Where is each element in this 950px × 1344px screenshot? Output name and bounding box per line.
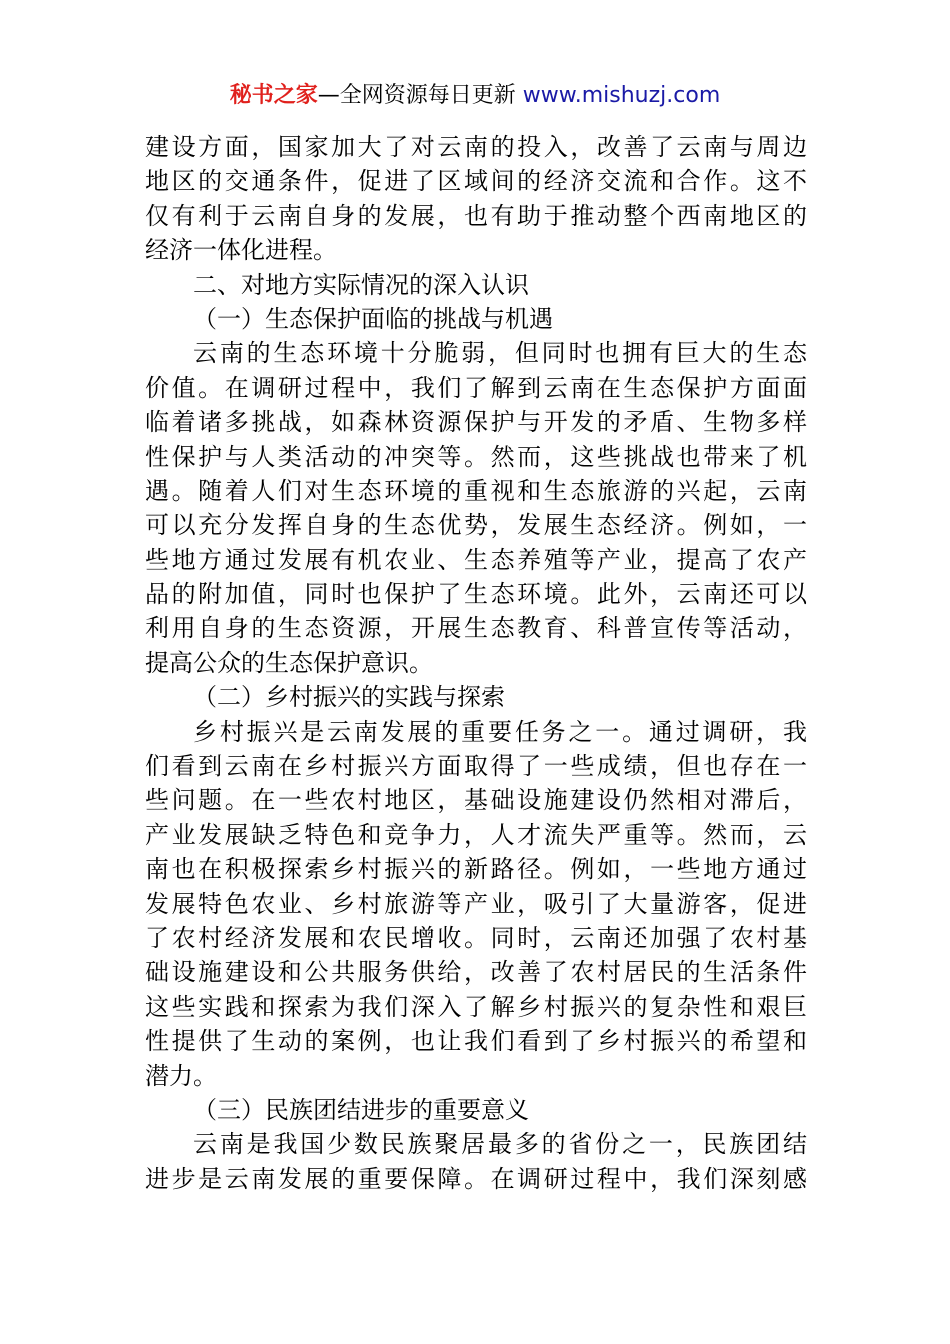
body-line: 潜力。 <box>145 1061 217 1090</box>
body-line: 产业发展缺乏特色和竞争力，人才流失严重等。然而，云 <box>145 820 807 849</box>
body-line: 地区的交通条件，促进了区域间的经济交流和合作。这不 <box>145 167 807 196</box>
body-line: 利用自身的生态资源，开展生态教育、科普宣传等活动， <box>145 614 807 643</box>
body-line: 云南的生态环境十分脆弱，但同时也拥有巨大的生态 <box>193 339 807 368</box>
body-line: 了农村经济发展和农民增收。同时，云南还加强了农村基 <box>145 923 807 952</box>
body-line: 建设方面，国家加大了对云南的投入，改善了云南与周边 <box>145 133 807 161</box>
body-line: 础设施建设和公共服务供给，改善了农村居民的生活条件 <box>145 958 807 987</box>
subsection-heading: （一）生态保护面临的挑战与机遇 <box>193 304 553 333</box>
body-line: 临着诸多挑战，如森林资源保护与开发的矛盾、生物多样 <box>145 408 807 437</box>
body-line: 这些实践和探索为我们深入了解乡村振兴的复杂性和艰巨 <box>145 992 807 1021</box>
page-header <box>0 80 950 112</box>
body-line: 些问题。在一些农村地区，基础设施建设仍然相对滞后， <box>145 786 807 815</box>
subsection-heading: （二）乡村振兴的实践与探索 <box>193 683 505 712</box>
header-brand: 秘书之家 <box>229 83 318 108</box>
header-site-link[interactable]: www.mishuzj.com <box>522 83 721 108</box>
body-line: 进步是云南发展的重要保障。在调研过程中，我们深刻感 <box>145 1164 807 1193</box>
body-line: 遇。随着人们对生态环境的重视和生态旅游的兴起，云南 <box>145 476 807 505</box>
subsection-heading: （三）民族团结进步的重要意义 <box>193 1095 529 1124</box>
body-line: 发展特色农业、乡村旅游等产业，吸引了大量游客，促进 <box>145 889 807 918</box>
body-line: 云南是我国少数民族聚居最多的省份之一，民族团结 <box>193 1130 807 1159</box>
body-line: 乡村振兴是云南发展的重要任务之一。通过调研，我 <box>193 717 807 746</box>
body-line: 经济一体化进程。 <box>145 236 337 265</box>
body-line: 些地方通过发展有机农业、生态养殖等产业，提高了农产 <box>145 545 807 574</box>
body-line: 们看到云南在乡村振兴方面取得了一些成绩，但也存在一 <box>145 752 807 781</box>
body-line: 可以充分发挥自身的生态优势，发展生态经济。例如，一 <box>145 511 807 540</box>
body-line: 性提供了生动的案例，也让我们看到了乡村振兴的希望和 <box>145 1027 807 1056</box>
document-body <box>145 130 807 1196</box>
header-tagline: —全网资源每日更新 <box>317 83 523 108</box>
body-line: 仅有利于云南自身的发展，也有助于推动整个西南地区的 <box>145 201 807 230</box>
body-line: 提高公众的生态保护意识。 <box>145 648 433 677</box>
body-line: 性保护与人类活动的冲突等。然而，这些挑战也带来了机 <box>145 442 807 471</box>
body-line: 南也在积极探索乡村振兴的新路径。例如，一些地方通过 <box>145 855 807 884</box>
body-line: 价值。在调研过程中，我们了解到云南在生态保护方面面 <box>145 373 807 402</box>
body-line: 品的附加值，同时也保护了生态环境。此外，云南还可以 <box>145 580 807 609</box>
section-heading: 二、对地方实际情况的深入认识 <box>193 270 529 299</box>
